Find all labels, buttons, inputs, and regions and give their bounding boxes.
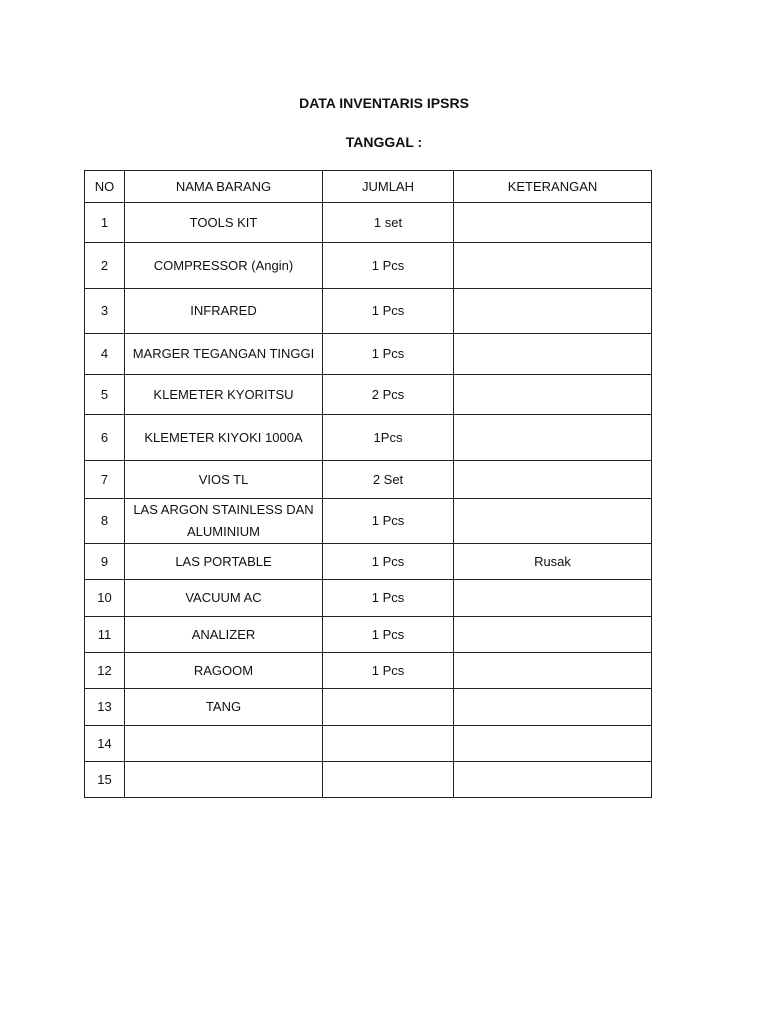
cell-no: 3 <box>85 289 125 334</box>
cell-note <box>454 617 652 653</box>
table-row <box>85 499 652 544</box>
cell-name: KLEMETER KIYOKI 1000A <box>125 415 323 461</box>
cell-name: VACUUM AC <box>125 580 323 617</box>
cell-no: 9 <box>85 544 125 580</box>
table-row <box>85 334 652 375</box>
cell-name: INFRARED <box>125 289 323 334</box>
table-row <box>85 243 652 289</box>
cell-note <box>454 334 652 375</box>
cell-qty: 1 Pcs <box>323 289 454 334</box>
cell-qty: 1 Pcs <box>323 653 454 689</box>
cell-qty: 1 Pcs <box>323 243 454 289</box>
table-row <box>85 617 652 653</box>
cell-no: 12 <box>85 653 125 689</box>
table-row <box>85 653 652 689</box>
cell-note <box>454 375 652 415</box>
cell-note <box>454 499 652 544</box>
table-row <box>85 461 652 499</box>
table-row <box>85 762 652 798</box>
cell-qty: 1Pcs <box>323 415 454 461</box>
cell-no: 15 <box>85 762 125 798</box>
table-row <box>85 415 652 461</box>
cell-qty: 1 Pcs <box>323 499 454 544</box>
cell-no: 7 <box>85 461 125 499</box>
cell-no: 11 <box>85 617 125 653</box>
cell-qty: 2 Pcs <box>323 375 454 415</box>
cell-name <box>125 762 323 798</box>
cell-no: 14 <box>85 726 125 762</box>
table-row <box>85 689 652 726</box>
date-label: TANGGAL : <box>345 134 423 150</box>
cell-no: 2 <box>85 243 125 289</box>
cell-name: ANALIZER <box>125 617 323 653</box>
cell-no: 6 <box>85 415 125 461</box>
cell-name: MARGER TEGANGAN TINGGI <box>125 334 323 375</box>
cell-qty <box>323 689 454 726</box>
cell-qty: 2 Set <box>323 461 454 499</box>
cell-qty: 1 Pcs <box>323 580 454 617</box>
cell-note <box>454 580 652 617</box>
table-row <box>85 375 652 415</box>
document-title: DATA INVENTARIS IPSRS <box>299 95 469 111</box>
cell-qty: 1 set <box>323 203 454 243</box>
cell-note <box>454 289 652 334</box>
cell-name: TOOLS KIT <box>125 203 323 243</box>
cell-no: 10 <box>85 580 125 617</box>
table-header-row <box>85 171 652 203</box>
cell-no: 1 <box>85 203 125 243</box>
cell-name: LAS PORTABLE <box>125 544 323 580</box>
cell-name: KLEMETER KYORITSU <box>125 375 323 415</box>
cell-qty <box>323 762 454 798</box>
header-qty: JUMLAH <box>323 171 454 203</box>
cell-qty: 1 Pcs <box>323 544 454 580</box>
cell-name: COMPRESSOR (Angin) <box>125 243 323 289</box>
table-row <box>85 726 652 762</box>
cell-qty <box>323 726 454 762</box>
cell-no: 5 <box>85 375 125 415</box>
cell-note <box>454 415 652 461</box>
header-name: NAMA BARANG <box>125 171 323 203</box>
cell-name <box>125 726 323 762</box>
cell-note <box>454 461 652 499</box>
cell-name: VIOS TL <box>125 461 323 499</box>
cell-note <box>454 726 652 762</box>
header-no: NO <box>85 171 125 203</box>
header-note: KETERANGAN <box>454 171 652 203</box>
table-row <box>85 203 652 243</box>
cell-note <box>454 243 652 289</box>
cell-qty: 1 Pcs <box>323 334 454 375</box>
table-row <box>85 580 652 617</box>
cell-note <box>454 653 652 689</box>
cell-note <box>454 689 652 726</box>
table-row <box>85 289 652 334</box>
cell-no: 8 <box>85 499 125 544</box>
inventory-table <box>84 170 652 798</box>
cell-note: Rusak <box>454 544 652 580</box>
cell-no: 4 <box>85 334 125 375</box>
cell-name: RAGOOM <box>125 653 323 689</box>
cell-note <box>454 762 652 798</box>
table-row <box>85 544 652 580</box>
cell-name: LAS ARGON STAINLESS DAN ALUMINIUM <box>125 499 323 544</box>
cell-note <box>454 203 652 243</box>
cell-qty: 1 Pcs <box>323 617 454 653</box>
cell-no: 13 <box>85 689 125 726</box>
cell-name: TANG <box>125 689 323 726</box>
